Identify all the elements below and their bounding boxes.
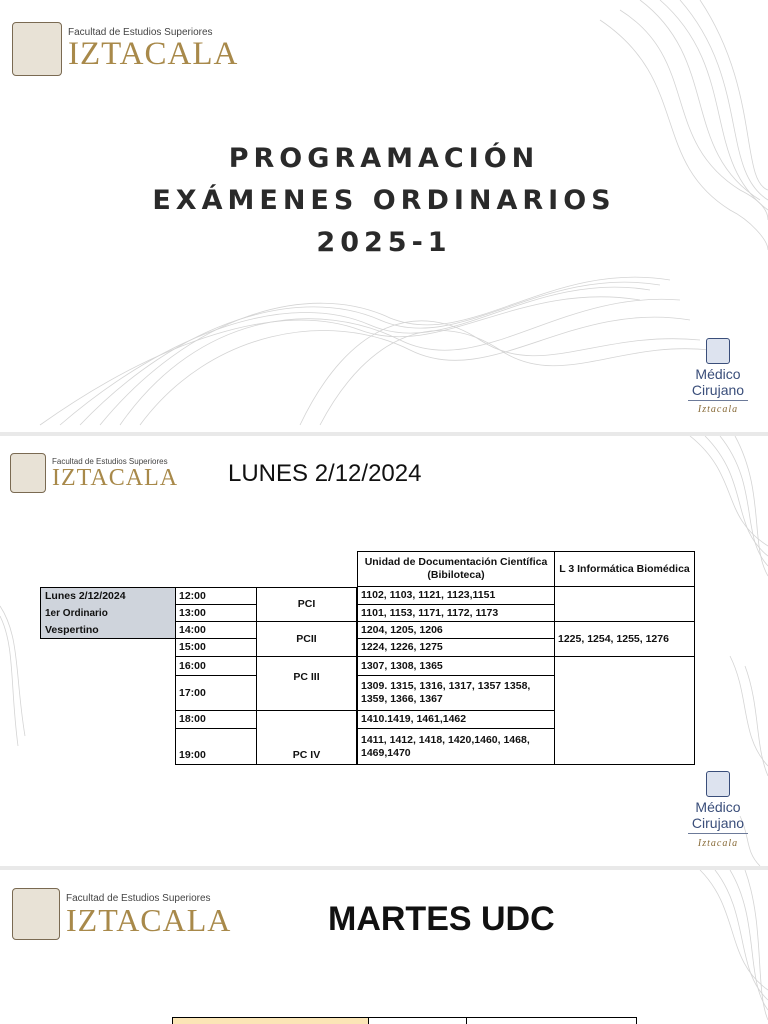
day-title: LUNES 2/12/2024: [228, 460, 422, 487]
group-cell: PC IV: [257, 711, 357, 765]
iztacala-logo: [12, 22, 238, 76]
time-cell: 17:00: [175, 676, 257, 711]
badge-rule: [688, 400, 748, 401]
time-cell: 18:00: [175, 711, 257, 729]
badge-line-2: Cirujano: [691, 815, 745, 831]
iztacala-logo: [12, 888, 231, 940]
exam-schedule-table: [40, 551, 695, 765]
badge-rule: [688, 833, 748, 834]
udc-groups-cell: 1101, 1153, 1171, 1172, 1173: [357, 605, 555, 622]
medico-cirujano-badge: [686, 771, 750, 849]
unam-seal-icon: [10, 453, 46, 493]
martes-table-top: [172, 1017, 637, 1024]
badge-sub: Iztacala: [697, 404, 739, 415]
badge-line-1: Médico: [695, 799, 741, 815]
logo-iztacala-text: IZTACALA: [66, 901, 232, 938]
day-cell-shift: Vespertino: [45, 623, 99, 636]
badge-sub: Iztacala: [697, 838, 739, 849]
udc-groups-cell: 1411, 1412, 1418, 1420,1460, 1468, 1469,1470: [357, 729, 555, 765]
title-line-3: 2025-1: [316, 227, 452, 258]
lunes-slide: [0, 436, 768, 866]
unam-seal-icon: [12, 22, 62, 76]
martes-header-cell: [172, 1017, 369, 1024]
title-line-1: PROGRAMACIÓN: [228, 143, 540, 174]
udc-groups-cell: 1410.1419, 1461,1462: [357, 711, 555, 729]
lab-empty-cell: [555, 587, 695, 622]
logo-faculty-text: Facultad de Estudios Superiores: [66, 892, 211, 904]
lab-empty-cell: [555, 657, 695, 765]
martes-header-cell: [467, 1017, 637, 1024]
udc-groups-cell: 1307, 1308, 1365: [357, 657, 555, 676]
logo-faculty-text: Facultad de Estudios Superiores: [52, 456, 168, 466]
badge-line-2: Cirujano: [691, 382, 745, 398]
badge-line-1: Médico: [695, 366, 741, 382]
header-udc: Unidad de Documentación Científica (Bibiloteca): [357, 551, 555, 587]
lab-groups-cell: 1225, 1254, 1255, 1276: [555, 622, 695, 657]
medico-seal-icon: [706, 338, 730, 364]
day-cell-ordinario: 1er Ordinario: [45, 607, 108, 619]
udc-groups-cell: 1309. 1315, 1316, 1317, 1357 1358, 1359, 1366, 1367: [357, 676, 555, 711]
udc-groups-cell: 1224, 1226, 1275: [357, 639, 555, 657]
time-cell: 14:00: [175, 622, 257, 639]
unam-seal-icon: [12, 888, 60, 940]
logo-iztacala-text: IZTACALA: [52, 464, 179, 491]
medico-cirujano-badge: [686, 338, 750, 415]
group-cell: PCII: [257, 622, 357, 657]
title-slide: [0, 0, 768, 432]
time-cell: 16:00: [175, 657, 257, 676]
iztacala-logo: [10, 453, 178, 493]
page-title: [0, 138, 768, 264]
group-cell: PC III: [257, 657, 357, 711]
medico-seal-icon: [706, 771, 730, 797]
title-line-2: EXÁMENES ORDINARIOS: [152, 185, 616, 216]
group-cell: PCI: [257, 587, 357, 622]
time-cell: 12:00: [175, 587, 257, 605]
time-cell: 13:00: [175, 605, 257, 622]
martes-header-cell: [369, 1017, 467, 1024]
logo-faculty-text: Facultad de Estudios Superiores: [68, 27, 213, 38]
martes-slide: [0, 870, 768, 1024]
day-cell-date: Lunes 2/12/2024: [45, 589, 126, 602]
day-title: MARTES UDC: [328, 900, 555, 938]
time-cell: 15:00: [175, 639, 257, 657]
udc-groups-cell: 1204, 1205, 1206: [357, 622, 555, 639]
time-cell: 19:00: [175, 729, 257, 765]
day-cell: [40, 587, 175, 639]
header-lab: L 3 Informática Biomédica: [555, 551, 695, 587]
udc-groups-cell: 1102, 1103, 1121, 1123,1151: [357, 587, 555, 605]
logo-iztacala-text: IZTACALA: [68, 36, 239, 72]
